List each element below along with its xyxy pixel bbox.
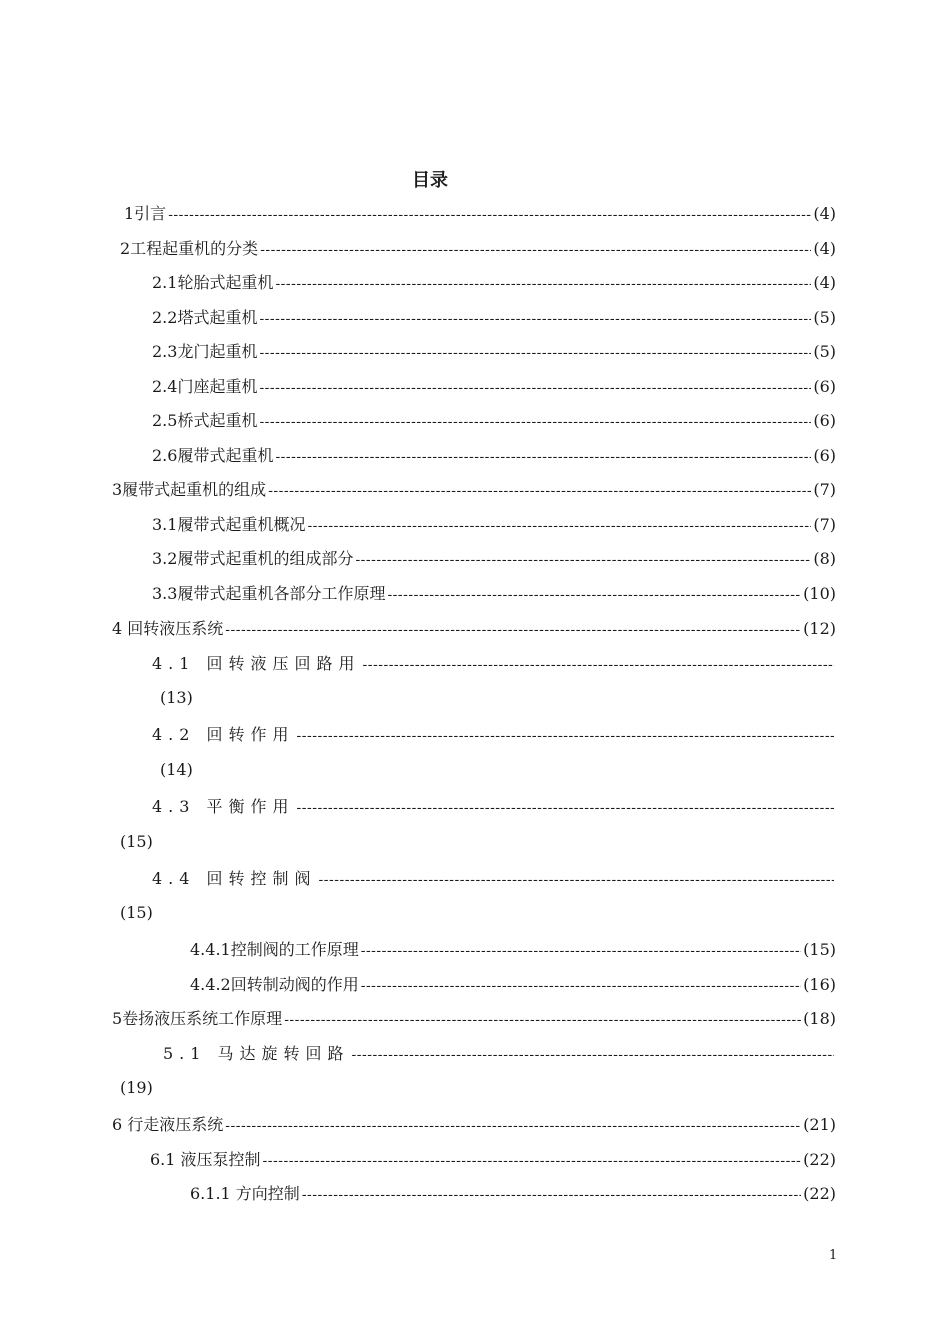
toc-leader — [259, 311, 811, 327]
toc-leader — [259, 345, 811, 361]
toc-label: 2.1轮胎式起重机 — [152, 273, 274, 292]
toc-label: 4.4.1控制阀的工作原理 — [190, 940, 359, 959]
toc-entry[interactable] — [152, 722, 836, 746]
toc-entry[interactable] — [152, 794, 836, 818]
toc-label: 2.5桥式起重机 — [152, 411, 258, 430]
toc-page: (7) — [813, 515, 836, 534]
toc-entry[interactable] — [190, 1181, 836, 1205]
toc-entry[interactable] — [112, 477, 836, 501]
toc-label: 3.1履带式起重机概况 — [152, 515, 306, 534]
toc-entry[interactable] — [152, 374, 836, 398]
toc-leader — [297, 728, 834, 744]
toc-label: 3.2履带式起重机的组成部分 — [152, 549, 354, 568]
toc-entry[interactable] — [152, 651, 836, 675]
toc-entry[interactable] — [120, 236, 836, 260]
toc-page: (19) — [120, 1078, 153, 1097]
toc-label: 5.1 马达旋转回路 — [163, 1044, 350, 1063]
toc-page: (13) — [160, 688, 193, 707]
toc-page: (15) — [120, 903, 153, 922]
toc-label: 6 行走液压系统 — [112, 1115, 224, 1134]
toc-entry[interactable] — [163, 1041, 836, 1065]
toc-entry[interactable] — [152, 270, 836, 294]
toc-entry[interactable] — [152, 339, 836, 363]
toc-entry[interactable] — [152, 546, 836, 570]
toc-leader — [263, 1153, 802, 1169]
toc-page: (4) — [813, 273, 836, 292]
toc-leader — [361, 943, 801, 959]
toc-label: 6.1.1 方向控制 — [190, 1184, 300, 1203]
toc-label: 5卷扬液压系统工作原理 — [112, 1009, 283, 1028]
toc-label: 4.4.2回转制动阀的作用 — [190, 975, 359, 994]
toc-label: 4.2 回转作用 — [152, 725, 295, 744]
toc-label: 3履带式起重机的组成 — [112, 480, 267, 499]
toc-page: (6) — [813, 446, 836, 465]
toc-page: (4) — [813, 204, 836, 223]
toc-leader — [225, 1118, 801, 1134]
toc-page: (14) — [160, 760, 193, 779]
toc-label: 2.2塔式起重机 — [152, 308, 258, 327]
page-number: 1 — [829, 1248, 838, 1263]
toc-page: (4) — [813, 239, 836, 258]
toc-page: (8) — [813, 549, 836, 568]
toc-label: 1引言 — [124, 204, 167, 223]
toc-page: (22) — [803, 1150, 836, 1169]
toc-entry[interactable] — [152, 512, 836, 536]
toc-label: 2.3龙门起重机 — [152, 342, 258, 361]
toc-page: (21) — [803, 1115, 836, 1134]
toc-page: (10) — [803, 584, 836, 603]
toc-leader — [355, 552, 811, 568]
toc-entry[interactable] — [152, 443, 836, 467]
toc-entry[interactable] — [152, 581, 836, 605]
toc-page: (22) — [803, 1184, 836, 1203]
toc-page: (5) — [813, 342, 836, 361]
toc-page: (6) — [813, 377, 836, 396]
toc-entry[interactable] — [152, 866, 836, 890]
toc-leader — [268, 483, 811, 499]
toc-page: (5) — [813, 308, 836, 327]
toc-entry[interactable] — [112, 1006, 836, 1030]
toc-entry[interactable] — [112, 616, 836, 640]
toc-page: (15) — [120, 832, 153, 851]
toc-leader — [284, 1012, 801, 1028]
toc-label: 2工程起重机的分类 — [120, 239, 259, 258]
toc-leader — [259, 380, 811, 396]
toc-page: (15) — [803, 940, 836, 959]
toc-entry[interactable] — [190, 972, 836, 996]
toc-leader — [260, 242, 811, 258]
toc-leader — [275, 449, 811, 465]
toc-entry[interactable] — [124, 201, 836, 225]
toc-entry[interactable] — [190, 937, 836, 961]
toc-leader — [352, 1047, 834, 1063]
toc-label: 2.6履带式起重机 — [152, 446, 274, 465]
toc-leader — [363, 657, 834, 673]
toc-page: (6) — [813, 411, 836, 430]
page-title: 目录 — [412, 170, 448, 191]
toc-leader — [319, 872, 834, 888]
toc-page: (18) — [803, 1009, 836, 1028]
toc-label: 4.4 回转控制阀 — [152, 869, 317, 888]
toc-label: 3.3履带式起重机各部分工作原理 — [152, 584, 386, 603]
toc-page: (12) — [803, 619, 836, 638]
toc-leader — [225, 622, 801, 638]
toc-label: 4.1 回转液压回路用 — [152, 654, 361, 673]
toc-leader — [297, 800, 834, 816]
toc-label: 2.4门座起重机 — [152, 377, 258, 396]
toc-label: 4.3 平衡作用 — [152, 797, 295, 816]
toc-entry[interactable] — [152, 408, 836, 432]
toc-leader — [259, 414, 811, 430]
toc-leader — [387, 587, 801, 603]
toc-label: 6.1 液压泵控制 — [150, 1150, 261, 1169]
toc-label: 4 回转液压系统 — [112, 619, 224, 638]
toc-leader — [307, 518, 811, 534]
toc-page: (7) — [813, 480, 836, 499]
toc-leader — [361, 978, 801, 994]
toc-entry[interactable] — [152, 305, 836, 329]
toc-leader — [168, 207, 811, 223]
toc-entry[interactable] — [150, 1147, 836, 1171]
toc-page: (16) — [803, 975, 836, 994]
toc-entry[interactable] — [112, 1112, 836, 1136]
toc-leader — [302, 1187, 801, 1203]
toc-leader — [275, 276, 811, 292]
